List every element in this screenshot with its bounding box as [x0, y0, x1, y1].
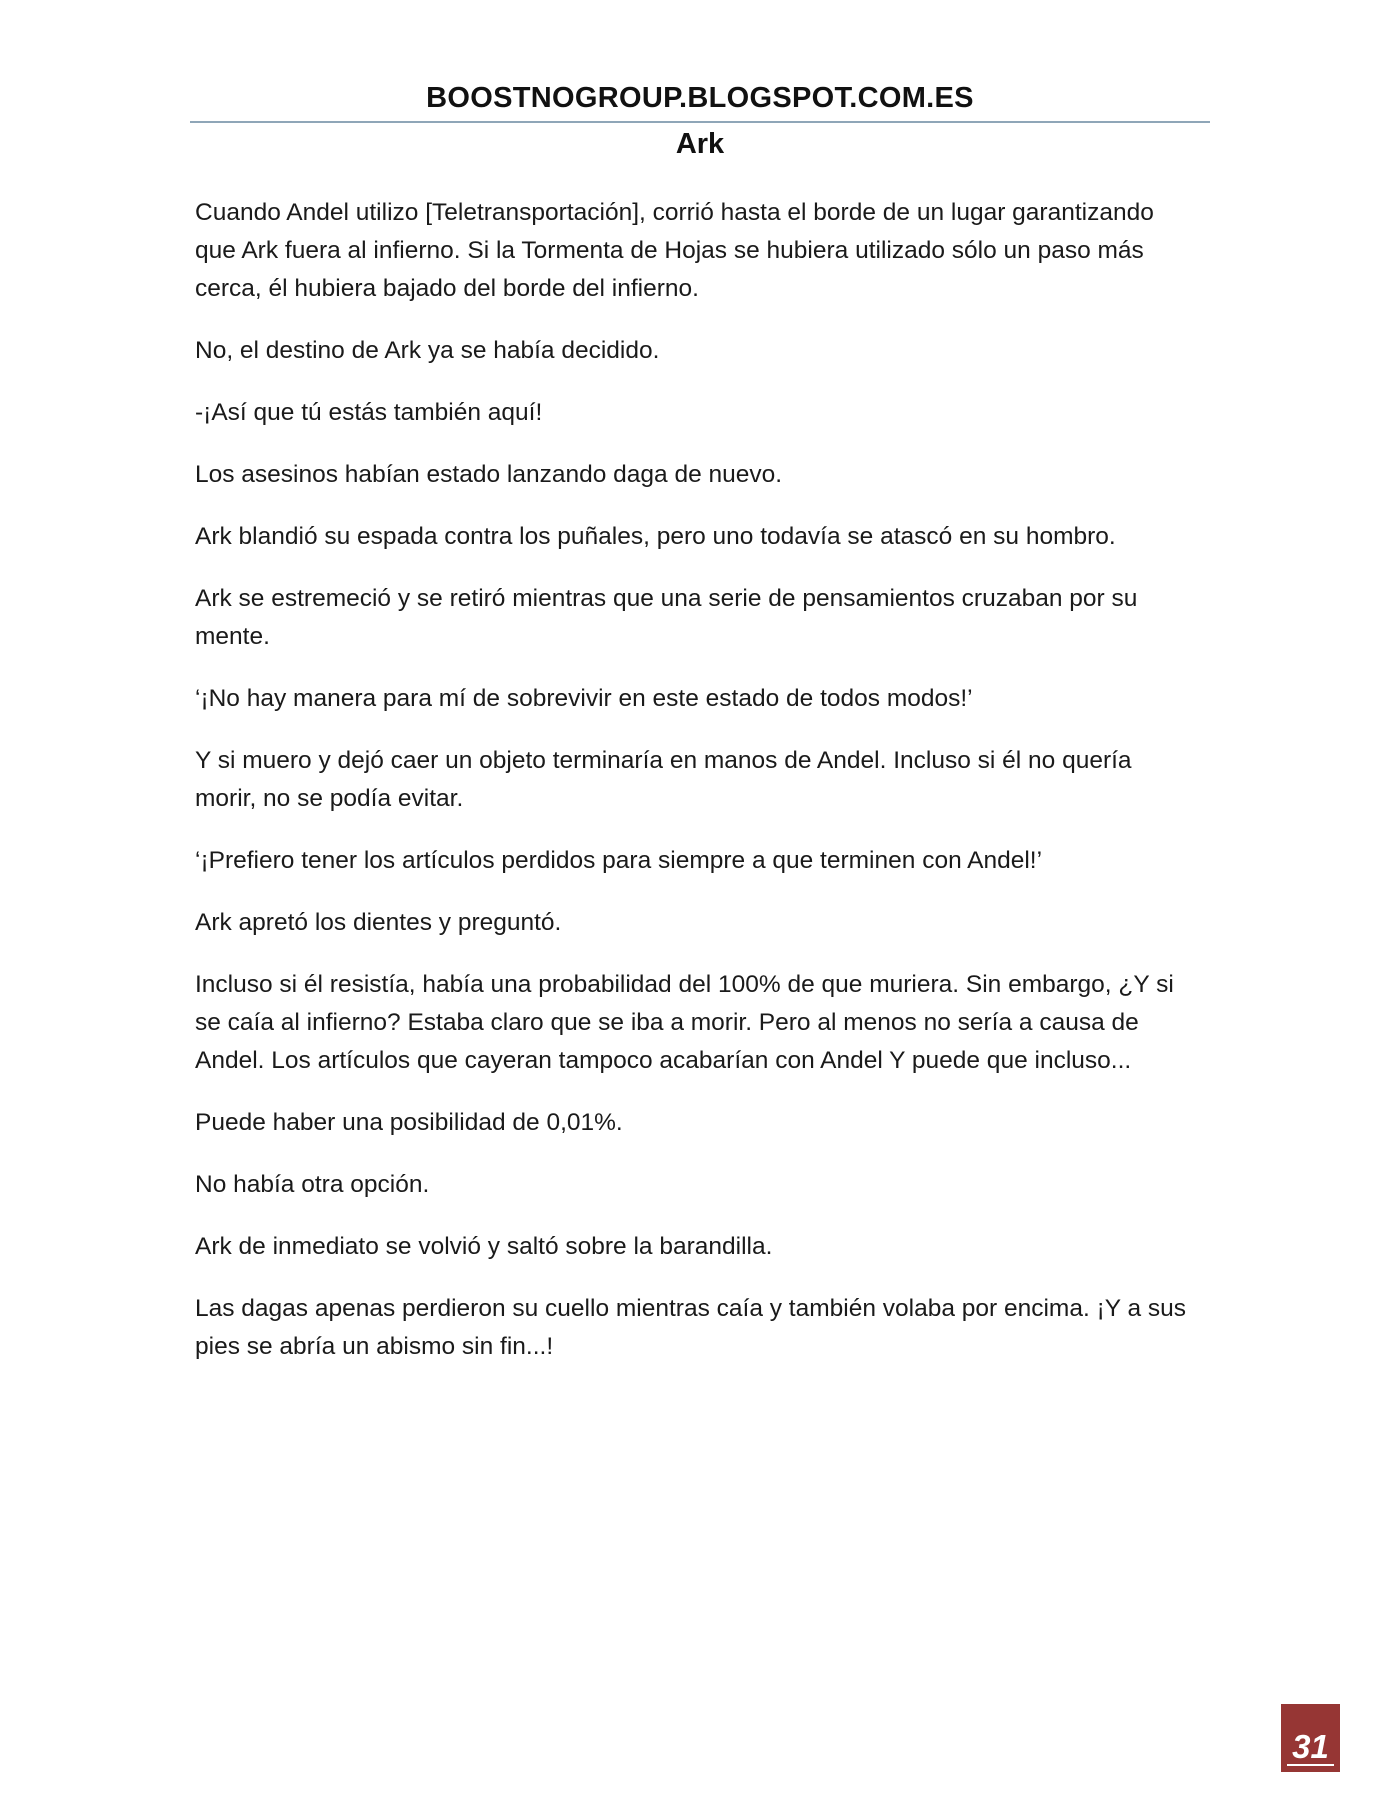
paragraph: Los asesinos habían estado lanzando daga de nuevo. — [195, 461, 783, 488]
chapter-title: Ark — [675, 128, 725, 160]
paragraph: No, el destino de Ark ya se había decidido. — [195, 337, 660, 364]
paragraph: Ark se estremeció y se retiró mientras que una serie de pensamientos cruzaban por su mente. — [195, 585, 1138, 650]
paragraph: Y si muero y dejó caer un objeto terminaría en manos de Andel. Incluso si él no quería morir, no se podía evitar. — [195, 747, 1132, 812]
paragraph: Ark apretó los dientes y preguntó. — [195, 909, 562, 936]
paragraph: Ark blandió su espada contra los puñales, pero uno todavía se atascó en su hombro. — [195, 523, 1116, 550]
page-number: 31 — [1292, 1728, 1329, 1765]
paragraph: ‘¡No hay manera para mí de sobrevivir en este estado de todos modos!’ — [195, 685, 973, 712]
page-number-underline — [1287, 1764, 1334, 1766]
paragraph: Puede haber una posibilidad de 0,01%. — [195, 1109, 623, 1136]
header-divider — [190, 121, 1210, 123]
paragraph: -¡Así que tú estás también aquí! — [195, 399, 543, 426]
paragraph: Las dagas apenas perdieron su cuello mientras caía y también volaba por encima. ¡Y a sus pies se abría un abismo sin fin...! — [195, 1295, 1187, 1360]
paragraph: Incluso si él resistía, había una probabilidad del 100% de que muriera. Sin embargo, ¿Y si se caía al infierno? Estaba claro que se iba a morir. Pero al menos no sería a causa de Andel. Los artículos que cayeran tampoco acabarían con Andel Y puede que incluso... — [195, 971, 1174, 1074]
paragraph: Ark de inmediato se volvió y saltó sobre la barandilla. — [195, 1233, 773, 1260]
page-number-badge — [1281, 1704, 1340, 1772]
paragraph: ‘¡Prefiero tener los artículos perdidos para siempre a que terminen con Andel!’ — [195, 847, 1043, 874]
body-text — [195, 194, 1195, 1390]
header-site-title: BOOSTNOGROUP.BLOGSPOT.COM.ES — [426, 82, 974, 114]
paragraph: Cuando Andel utilizo [Teletransportación], corrió hasta el borde de un lugar garantizando que Ark fuera al infierno. Si la Tormenta de Hojas se hubiera utilizado sólo un paso más cerca, él hubiera bajado del borde del infierno. — [195, 199, 1154, 302]
paragraph: No había otra opción. — [195, 1171, 430, 1198]
